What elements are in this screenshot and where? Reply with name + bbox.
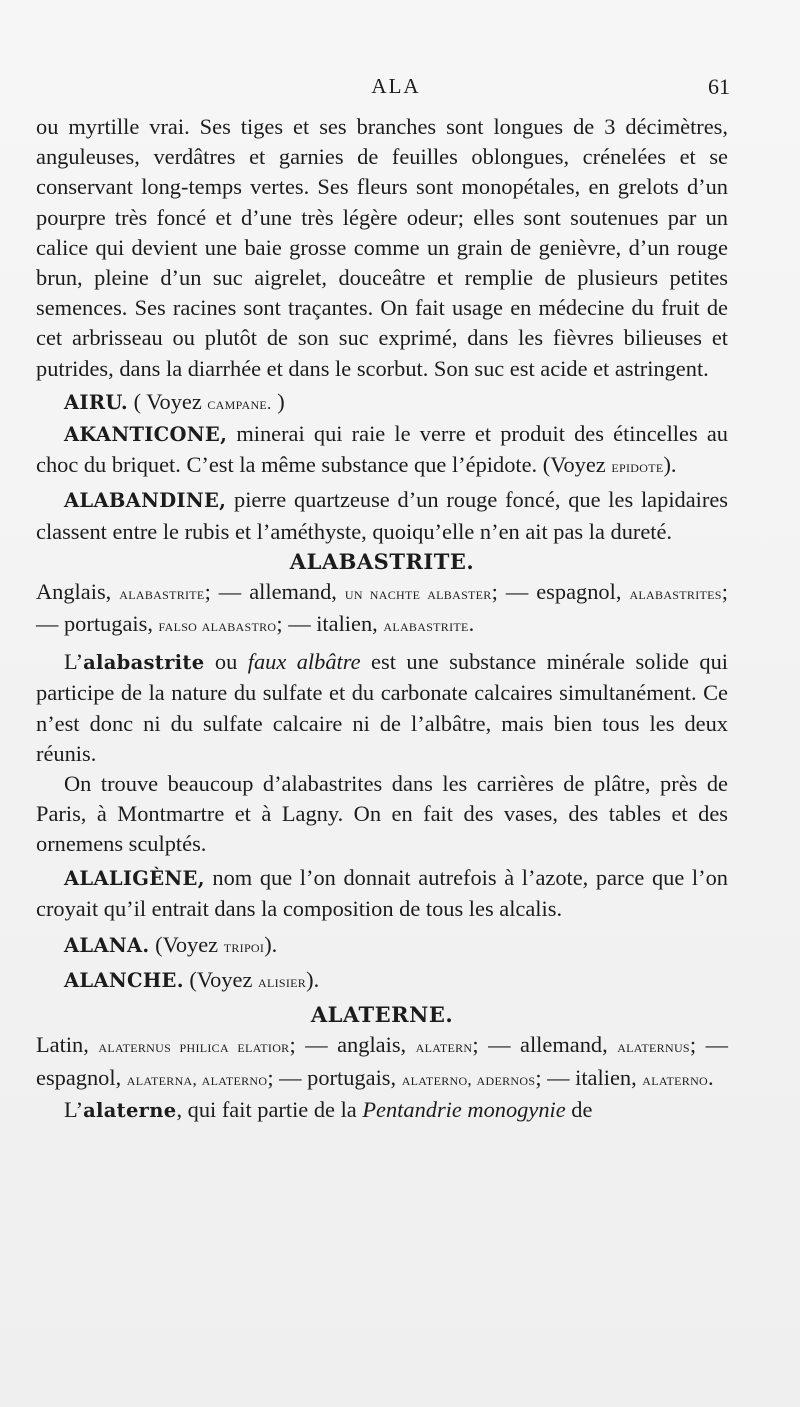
definition-alaterne: L’alaterne, qui fait partie de la Pentandrie monogynie de (64, 1096, 593, 1122)
headword-alabastrite: alabastrite (83, 651, 205, 675)
running-head: ALA (371, 74, 421, 98)
entry-airu: AIRU. ( Voyez campane. ) (64, 388, 285, 414)
heading-alabastrite: ALABASTRITE. (289, 548, 475, 574)
crossref-alisier: alisier (258, 972, 307, 992)
page-header (62, 74, 730, 104)
entry-akanticone: AKANTICONE, minerai qui raie le verre et produit des étincelles au choc du briquet. C’est la même substance que l’épidote. (Voyez epidote). (36, 421, 728, 478)
crossref-epidote: epidote (611, 457, 664, 477)
entry-alabandine: ALABANDINE, pierre quartzeuse d’un rouge foncé, que les lapidaires classent entre le rubis et l’améthyste, quoiqu’elle n’en ait pas la dureté. (36, 487, 728, 544)
crossref-campane: campane. (207, 393, 272, 413)
headword-alaligene: ALALIGÈNE, (64, 866, 205, 890)
headword-airu: AIRU. (64, 390, 128, 414)
paragraph-myrtille: ou myrtille vrai. Ses tiges et ses branches sont longues de 3 décimètres, anguleuses, verdâtres et garnies de feuilles oblongues, crénelées et se conservant long-temps vertes. Ses fleurs sont monopétales, en grelots d’un pourpre très foncé et d’une très légère odeur; elles sont soutenues par un calice qui devient une baie grosse comme un grain de genièvre, d’un rouge brun, pleine d’un suc aigrelet, douceâtre et remplie de plusieurs petites semences. Ses racines sont traçantes. On fait usage en médecine du fruit de cet arbrisseau ou plutôt de son suc exprimé, dans les fièvres bilieuses et putrides, dans la diarrhée et dans le scorbut. Son suc est acide et astringent. (36, 114, 728, 381)
definition-alabastrite: L’alabastrite ou faux albâtre est une substance minérale solide qui participe de la nature du sulfate et du carbonate calcaires simultanément. Ce n’est donc ni du sulfate calcaire ni de l’albâtre, mais bien tous les deux réunis. (36, 649, 728, 766)
translations-alaterne: Latin, alaternus philica elatior; — anglais, alatern; — allemand, alaternus; — espagnol, alaterna, alaterno; — portugais, alaterno, adernos; — italien, alaterno. (36, 1032, 729, 1090)
entry-alanche: ALANCHE. (Voyez alisier). (64, 967, 320, 993)
headword-alabandine: ALABANDINE, (64, 489, 227, 513)
page-body (36, 112, 728, 1126)
headword-alana: ALANA. (64, 934, 150, 958)
heading-alaterne: ALATERNE. (310, 1002, 454, 1028)
paragraph-alabastrite-locations: On trouve beaucoup d’alabastrites dans les carrières de plâtre, près de Paris, à Montmartre et à Lagny. On en fait des vases, des tables et des ornemens sculptés. (36, 771, 728, 857)
headword-alanche: ALANCHE. (64, 969, 184, 993)
translations-alabastrite: Anglais, alabastrite; — allemand, un nachte albaster; — espagnol, alabastrites; — portugais, falso alabastro; — italien, alabastrite. (36, 578, 728, 637)
entry-alaligene: ALALIGÈNE, nom que l’on donnait autrefois à l’azote, parce que l’on croyait qu’il entrait dans la composition de tous les alcalis. (36, 864, 728, 921)
entry-alana: ALANA. (Voyez tripoi). (64, 932, 278, 958)
page-number: 61 (708, 74, 730, 99)
headword-akanticone: AKANTICONE, (64, 423, 228, 447)
headword-alaterne: alaterne (83, 1098, 177, 1122)
crossref-tripoi: tripoi (223, 937, 265, 957)
